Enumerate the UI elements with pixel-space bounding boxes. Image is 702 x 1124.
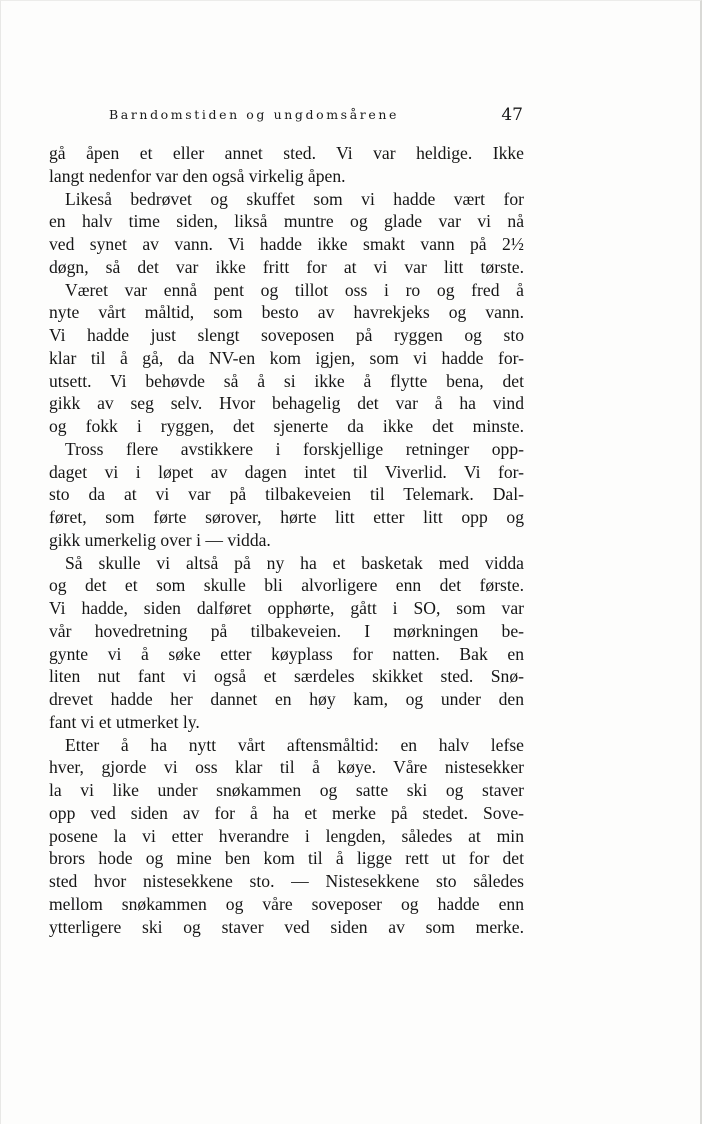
text-line: vår hovedretning på tilbakeveien. I mørkningen be- [49, 620, 524, 641]
page-header [109, 105, 523, 129]
text-line: daget vi i løpet av dagen intet til Viverlid. Vi for- [49, 461, 524, 482]
text-line: og fokk i ryggen, det sjenerte da ikke det minste. [49, 416, 524, 436]
text-line: utsett. Vi behøvde så å si ikke å flytte bena, det [49, 370, 524, 391]
text-line: brors hode og mine ben kom til å ligge rett ut for det [49, 848, 524, 869]
text-line: klar til å gå, da NV-en kom igjen, som vi hadde for- [49, 347, 524, 368]
text-line: opp ved siden av for å ha et merke på stedet. Sove- [49, 802, 524, 823]
text-line: drevet hadde her dannet en høy kam, og under den [49, 689, 524, 709]
text-line: Så skulle vi altså på ny ha et basketak med vidda [65, 552, 524, 573]
page-number: 47 [501, 105, 523, 125]
text-line: langt nedenfor var den også virkelig åpen. [49, 165, 346, 186]
text-line: sted hvor nistesekkene sto. — Nistesekkene sto således [49, 871, 524, 891]
text-line: ytterligere ski og staver ved siden av som merke. [49, 916, 524, 937]
body-text [49, 142, 524, 938]
text-line: la vi like under snøkammen og satte ski og staver [49, 780, 524, 800]
text-line: sto da at vi var på tilbakeveien til Telemark. Dal- [49, 484, 524, 505]
text-line: nyte vårt måltid, som besto av havrekjeks og vann. [49, 302, 524, 323]
text-line: mellom snøkammen og våre soveposer og hadde enn [49, 893, 524, 914]
text-line: Vi hadde, siden dalføret opphørte, gått i SO, som var [49, 598, 524, 618]
text-line: liten nut fant vi også et særdeles skikket sted. Snø- [49, 666, 524, 687]
text-line: en halv time siden, likså muntre og glade var vi nå [49, 211, 524, 232]
text-line: Tross flere avstikkere i forskjellige retninger opp- [65, 438, 524, 459]
text-line: Etter å ha nytt vårt aftensmåltid: en halv lefse [65, 734, 524, 755]
text-line: føret, som førte sørover, hørte litt etter litt opp og [49, 507, 524, 527]
text-line: gynte vi å søke etter køyplass for natten. Bak en [49, 643, 524, 664]
text-line: ved synet av vann. Vi hadde ikke smakt vann på 2½ [49, 234, 524, 254]
text-line: og det et som skulle bli alvorligere enn det første. [49, 575, 524, 596]
text-line: gå åpen et eller annet sted. Vi var heldige. Ikke [49, 143, 524, 163]
text-line: posene la vi etter hverandre i lengden, således at min [49, 825, 524, 846]
text-line: Vi hadde just slengt soveposen på ryggen og sto [49, 325, 524, 345]
text-line: fant vi et utmerket ly. [49, 711, 200, 732]
text-line: Likeså bedrøvet og skuffet som vi hadde vært for [65, 188, 524, 209]
text-line: gikk umerkelig over i — vidda. [49, 529, 271, 550]
text-line: gikk av seg selv. Hvor behagelig det var å ha vind [49, 393, 524, 414]
running-head: Barndomstiden og ungdomsårene [109, 107, 399, 122]
text-line: Været var ennå pent og tillot oss i ro og fred å [65, 279, 524, 300]
text-line: hver, gjorde vi oss klar til å køye. Våre nistesekker [49, 757, 524, 778]
text-line: døgn, så det var ikke fritt for at vi var litt tørste. [49, 256, 524, 277]
